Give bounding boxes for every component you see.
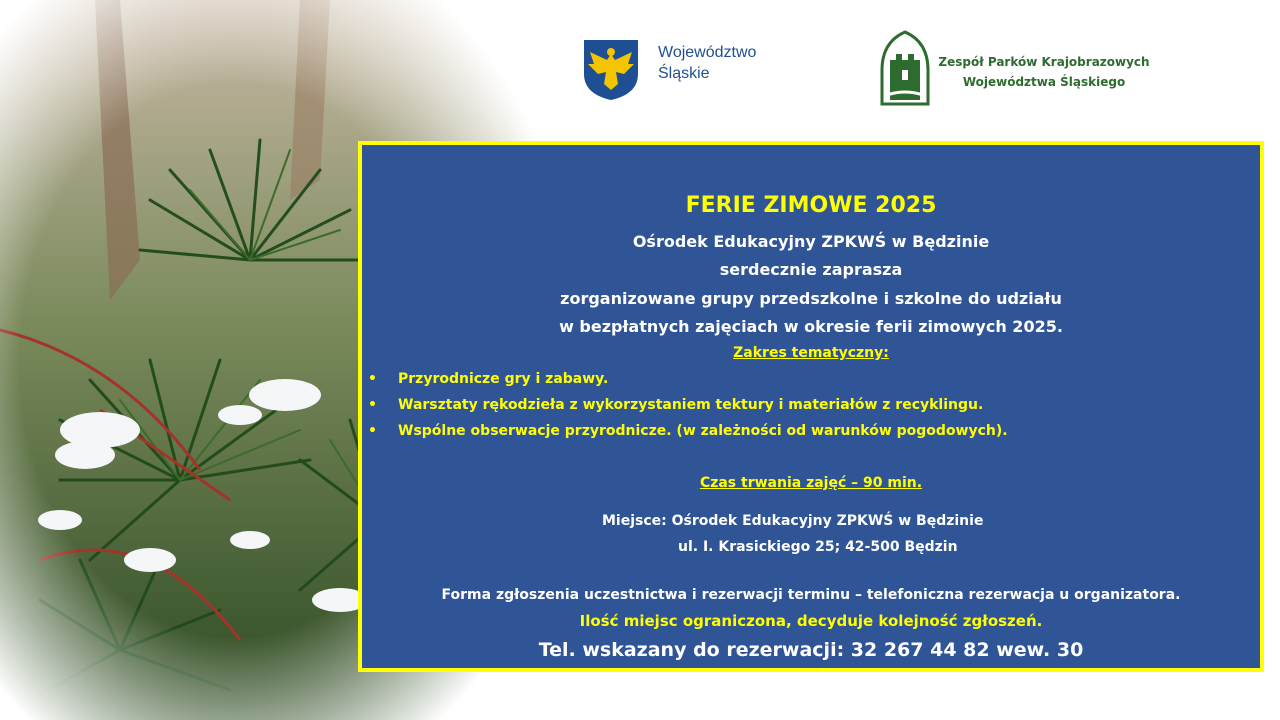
duration-line: Czas trwania zajęć – 90 min. <box>699 475 923 491</box>
zpk-logo <box>880 30 1160 106</box>
zpk-line2: Województwa Śląskiego <box>962 75 1126 89</box>
scope-item-text: Wspólne obserwacje przyrodnicze. (w zależności od warunków pogodowych). <box>398 423 1008 439</box>
announcement-box <box>358 141 1264 672</box>
scope-heading: Zakres tematyczny: <box>733 345 889 361</box>
wojewodztwo-slaskie-logo <box>582 38 782 104</box>
limited-places-line: Ilość miejsc ograniczona, decyduje kolejność zgłoszeń. <box>579 612 1043 630</box>
place-line-2: ul. I. Krasickiego 25; 42-500 Będzin <box>678 539 958 555</box>
zpk-logo-text <box>938 52 1150 92</box>
organizer-line: Ośrodek Edukacyjny ZPKWŚ w Będzinie <box>632 232 990 251</box>
silesia-line2: Śląskie <box>658 65 710 82</box>
scope-item-text: Warsztaty rękodzieła z wykorzystaniem tektury i materiałów z recyklingu. <box>398 397 984 413</box>
eagle-shield-icon <box>582 38 640 102</box>
invite-line: serdecznie zaprasza <box>719 260 903 279</box>
silesia-logo-text <box>658 42 756 84</box>
announcement-title: FERIE ZIMOWE 2025 <box>685 193 937 218</box>
phone-line: Tel. wskazany do rezerwacji: 32 267 44 82 wew. 30 <box>538 639 1084 661</box>
castle-tower-icon <box>880 30 930 106</box>
zpk-line1: Zespół Parków Krajobrazowych <box>938 55 1150 69</box>
place-line-1: Miejsce: Ośrodek Edukacyjny ZPKWŚ w Będzinie <box>602 513 984 529</box>
bullet-icon: • <box>368 397 377 413</box>
bullet-icon: • <box>368 371 377 387</box>
silesia-line1: Województwo <box>658 44 757 61</box>
free-classes-line: w bezpłatnych zajęciach w okresie ferii zimowych 2025. <box>559 317 1063 336</box>
groups-line: zorganizowane grupy przedszkolne i szkolne do udziału <box>560 289 1062 308</box>
scope-item-text: Przyrodnicze gry i zabawy. <box>398 371 609 387</box>
bullet-icon: • <box>368 423 377 439</box>
registration-line: Forma zgłoszenia uczestnictwa i rezerwacji terminu – telefoniczna rezerwacja u organizatora. <box>441 587 1181 603</box>
